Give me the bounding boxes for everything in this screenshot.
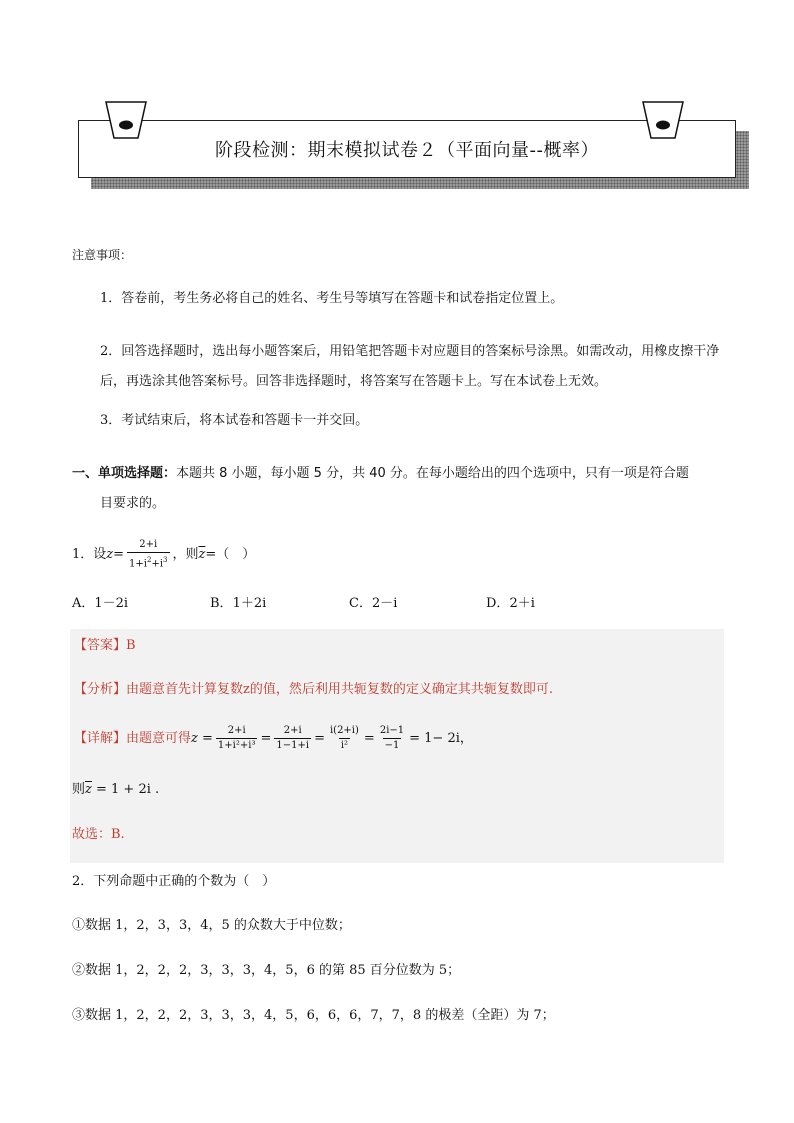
question-1-number: 1．设 bbox=[72, 546, 107, 562]
answer-line bbox=[74, 636, 136, 656]
note-item-2: 2．回答选择题时，选出每小题答案后，用铅笔把答题卡对应题目的答案标号涂黑。如需改动，用橡皮擦干净后，再选涂其他答案标号。回答非选择题时，将答案写在答题卡上。写在本试卷上无效。 bbox=[100, 344, 720, 389]
question-2-item-2: ②数据 1，2，2，2，3，3，3，4，5，6 的第 85 百分位数为 5； bbox=[72, 963, 461, 978]
analysis-line bbox=[74, 680, 553, 700]
right-hanger-tag-icon bbox=[641, 100, 685, 140]
detail-tag: 【详解】 bbox=[74, 730, 127, 746]
left-hanger-tag-icon bbox=[104, 100, 148, 140]
question-1-tail: =（ ） bbox=[205, 546, 256, 562]
question-1-fraction bbox=[127, 538, 169, 571]
detail-fraction-1: $\frac{2+i}{\text{1+i²+i³}}$ bbox=[217, 725, 256, 751]
question-1-stem bbox=[72, 538, 255, 571]
detail-prefix: 由题意可得 bbox=[126, 730, 192, 746]
question-2-item-1: ①数据 1，2，3，3，4，5 的众数大于中位数； bbox=[72, 918, 351, 933]
then-line: 则$\overline{z} = 1 + 2i$ . bbox=[72, 782, 160, 797]
option-d[interactable]: D．2＋i bbox=[486, 596, 535, 611]
note-item-1: 1．答卷前，考生务必将自己的姓名、考生号等填写在答题卡和试卷指定位置上。 bbox=[100, 291, 564, 306]
detail-var: z bbox=[191, 730, 198, 746]
question-1-suffix: ，则 bbox=[172, 546, 199, 562]
then-conj-z: $\overline{z}$ bbox=[85, 782, 92, 797]
choice-line: 故选：B. bbox=[72, 827, 125, 842]
analysis-tag: 【分析】 bbox=[74, 682, 127, 697]
note-item-3: 3．考试结束后，将本试卷和答题卡一并交回。 bbox=[100, 413, 369, 428]
title-banner bbox=[78, 120, 736, 178]
detail-fraction-2: $\frac{2+i}{1-1+i}$ bbox=[276, 725, 310, 751]
detail-result: = 1− 2i， bbox=[409, 730, 473, 746]
question-1-eq: = bbox=[113, 546, 125, 562]
detail-fraction-3: $\frac{i(2+i)}{\text{i²}}$ bbox=[329, 725, 359, 751]
option-a[interactable]: A．1－2i bbox=[72, 596, 129, 611]
question-2-stem: 2．下列命题中正确的个数为（ ） bbox=[72, 874, 276, 889]
section-heading bbox=[72, 459, 732, 519]
detail-line: 【详解】 由题意可得 z = $\frac{2+i}{\text{1+i²+i³}}$ = $\frac{2+i}{1-1+i}$ = $\frac{i(2+i)}{\text{i²}}$ = $\frac{2i-1}{-1}$ = 1− 2i， bbox=[74, 725, 473, 751]
then-value: = 1 + 2i . bbox=[91, 782, 160, 797]
question-2-item-3: ③数据 1，2，2，2，3，3，3，4，5，6，6，6，7，7，8 的极差（全距）为 7； bbox=[72, 1008, 555, 1023]
question-1-var: z bbox=[106, 546, 114, 562]
analysis-text: 由题意首先计算复数z的值，然后利用共轭复数的定义确定其共轭复数即可. bbox=[126, 682, 553, 697]
option-c[interactable]: C．2－i bbox=[349, 596, 398, 611]
section-label: 一、单项选择题： bbox=[72, 466, 177, 481]
notes-heading: 注意事项： bbox=[72, 248, 133, 262]
answer-value: B bbox=[126, 638, 136, 653]
page-title: 阶段检测：期末模拟试卷２（平面向量--概率） bbox=[215, 140, 599, 161]
conjugate-z: $\overline{z}$ bbox=[198, 546, 206, 562]
option-b[interactable]: B．1＋2i bbox=[210, 596, 267, 611]
detail-fraction-4: $\frac{2i-1}{-1}$ bbox=[379, 725, 405, 751]
section-text-2: 目要求的。 bbox=[100, 496, 166, 511]
fraction-numerator: 2+i bbox=[139, 539, 158, 550]
answer-tag: 【答案】 bbox=[74, 638, 127, 653]
fraction-denominator: $1+i^2+i^3$ bbox=[127, 552, 169, 571]
section-text-1: 本题共 8 小题，每小题 5 分，共 40 分。在每小题给出的四个选项中，只有一项是符合题 bbox=[176, 466, 689, 481]
